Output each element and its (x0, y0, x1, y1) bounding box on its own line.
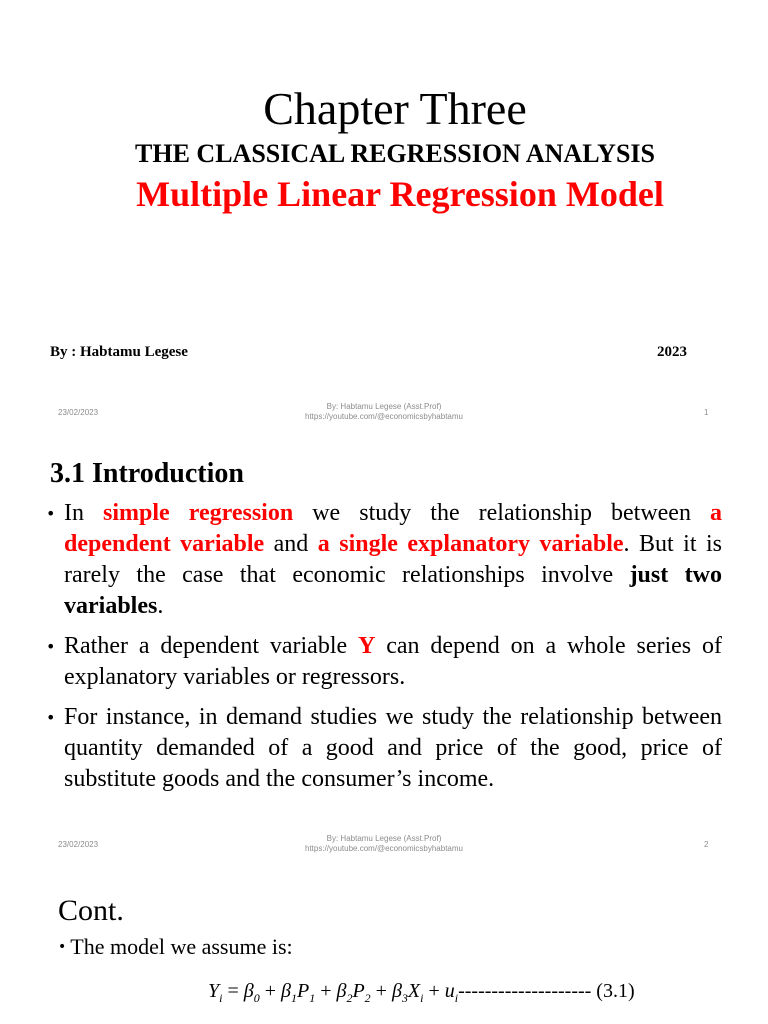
footer-url[interactable]: https://youtube.com/@economicsbyhabtamu (305, 844, 463, 853)
chapter-title: Chapter Three (263, 83, 527, 134)
footer-page-number: 1 (704, 408, 709, 417)
bullet-item: • For instance, in demand studies we study the relationship between quantity demanded of a good and price of the good, price of substitute goods and the consumer’s income. (46, 702, 722, 795)
bullet-item: • The model we assume is: (58, 934, 293, 959)
bullet-list (46, 498, 722, 804)
slide-2 (0, 432, 768, 864)
footer-author: By: Habtamu Legese (Asst.Prof) (326, 834, 442, 843)
footer-url[interactable]: https://youtube.com/@economicsbyhabtamu (305, 412, 463, 421)
bullet-item: • In simple regression we study the relationship between a dependent variable and a single explanatory variable. But it is rarely the case that economic relationships involve just two variables. (46, 498, 722, 622)
author-byline: By : Habtamu Legese (50, 344, 188, 360)
slide-1 (0, 0, 768, 432)
bullet-item: • Rather a dependent variable Y can depend on a whole series of explanatory variables or regressors. (46, 631, 722, 693)
slide-3 (0, 864, 768, 1024)
model-equation: $Y_i = \beta_0 + \beta_1P_1 + \beta_2P_2 + \beta_3X_i + u_i--------------------$ (3.1) (208, 980, 635, 1005)
chapter-topic: Multiple Linear Regression Model (136, 174, 664, 214)
footer-date: 23/02/2023 (58, 408, 99, 417)
slide-footer (0, 834, 768, 858)
footer-page-number: 2 (704, 840, 709, 849)
year-label: 2023 (657, 344, 687, 360)
section-heading: Cont. (58, 894, 124, 927)
equation-number: -------------------- (3.1) (458, 980, 635, 1002)
slide-footer (0, 402, 768, 426)
chapter-subtitle: THE CLASSICAL REGRESSION ANALYSIS (135, 139, 655, 168)
footer-author: By: Habtamu Legese (Asst.Prof) (326, 402, 442, 411)
footer-center (0, 834, 768, 854)
footer-date: 23/02/2023 (58, 840, 99, 849)
section-heading: 3.1 Introduction (50, 458, 244, 489)
footer-center (0, 402, 768, 422)
